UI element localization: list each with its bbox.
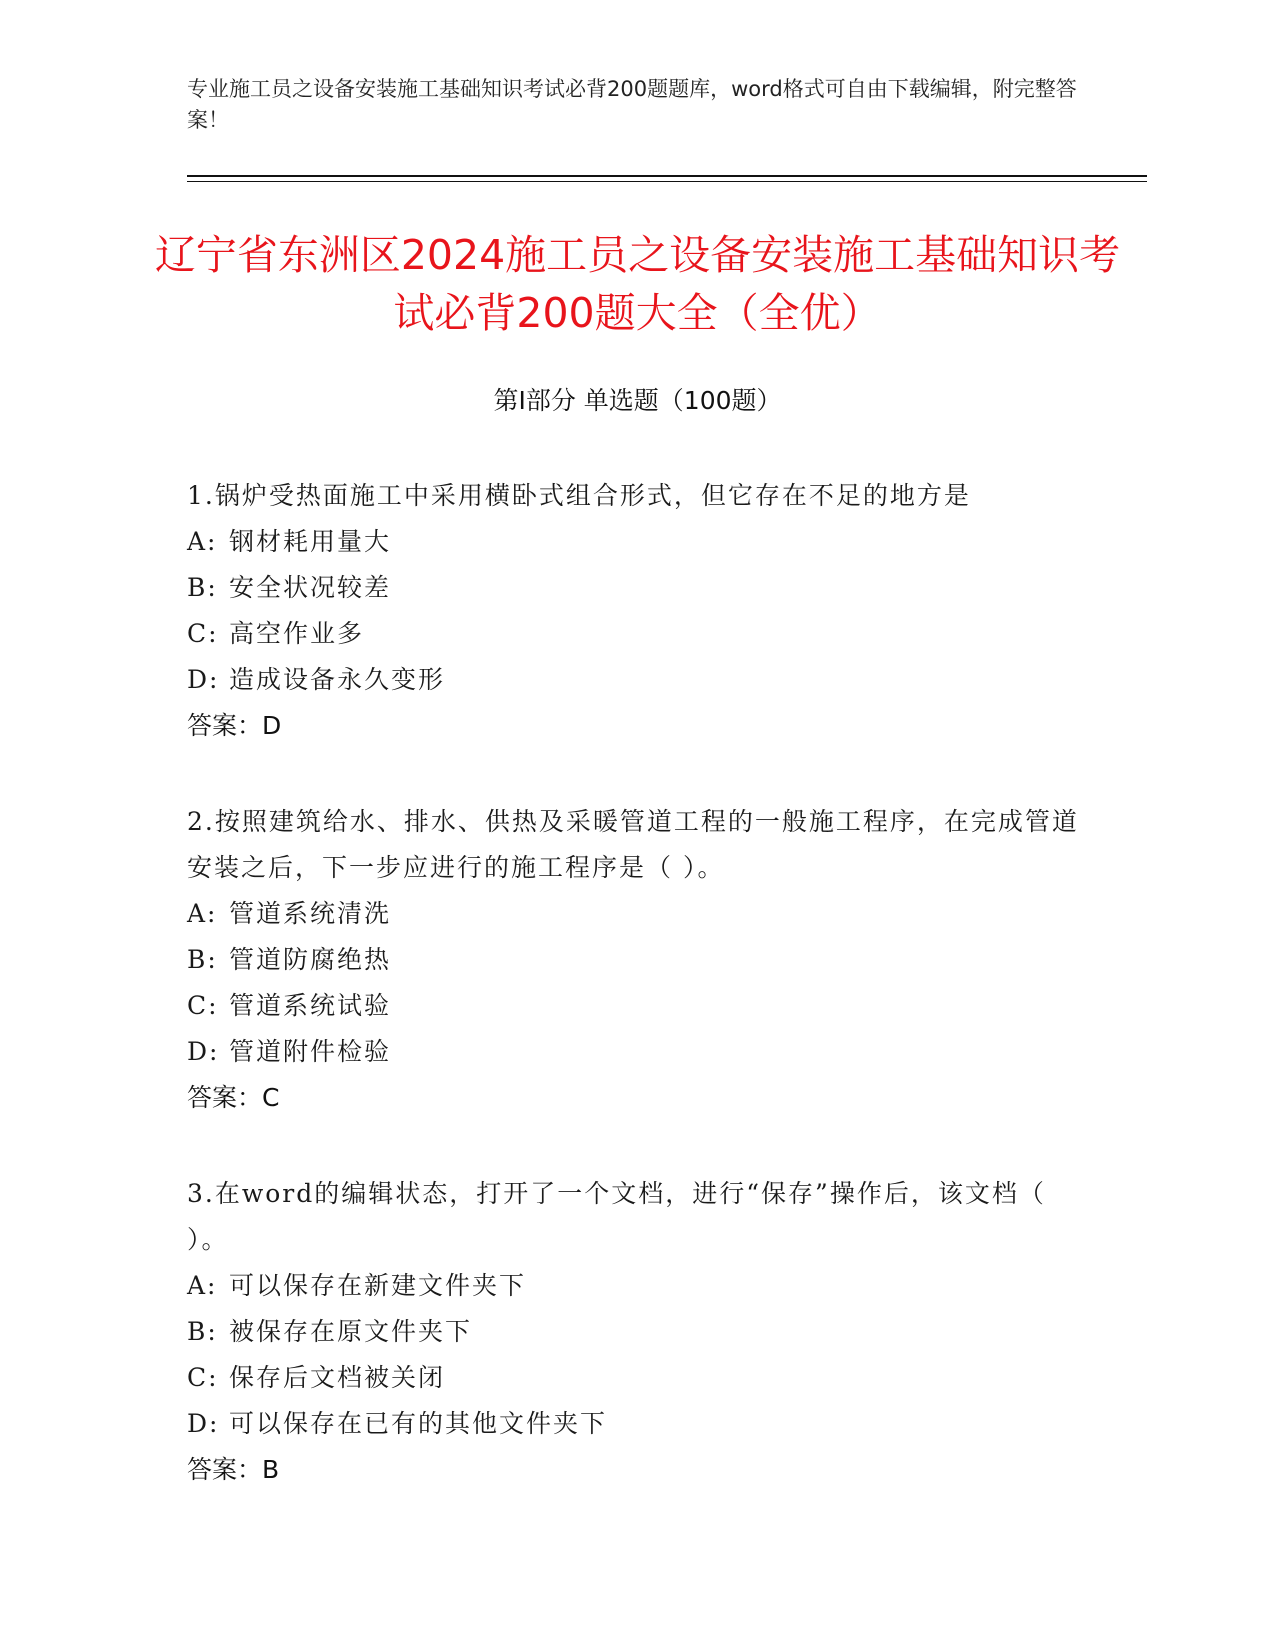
option-key: D: [187,665,220,694]
answer-line: 答案：C [187,1083,280,1112]
option-text: 钢材耗用量大 [229,527,392,556]
answer-line: 答案：B [187,1455,280,1484]
option-b [187,937,1087,983]
option-key: B: [187,1317,218,1346]
header-note: 专业施工员之设备安装施工基础知识考试必背200题题库，word格式可自由下载编辑，附完整答案！ [187,77,1077,132]
option-key: A: [187,527,218,556]
option-key: A: [187,1271,218,1300]
question-list [187,473,1087,1543]
option-key: D: [187,1409,220,1438]
question-text: 2.按照建筑给水、排水、供热及采暖管道工程的一般施工程序，在完成管道安装之后，下一步应进行的施工程序是（ ）。 [187,807,1079,882]
option-text: 管道防腐绝热 [229,945,392,974]
option-b [187,565,1087,611]
option-key: B: [187,945,218,974]
document-title: 辽宁省东洲区2024施工员之设备安装施工基础知识考试必背200题大全（全优） [154,231,1121,337]
header-rule-thick [187,175,1147,177]
option-b [187,1309,1087,1355]
answer-line: 答案：D [187,711,282,740]
option-key: B: [187,573,218,602]
option-text: 保存后文档被关闭 [229,1363,446,1392]
option-a [187,1263,1087,1309]
option-text: 高空作业多 [229,619,365,648]
option-key: A: [187,899,218,928]
section-heading: 第Ⅰ部分 单选题（100题） [493,386,782,415]
option-text: 管道系统试验 [229,991,392,1020]
option-text: 管道系统清洗 [229,899,392,928]
option-d [187,1029,1087,1075]
option-text: 可以保存在已有的其他文件夹下 [229,1409,608,1438]
option-key: C: [187,991,219,1020]
option-c [187,1355,1087,1401]
option-text: 安全状况较差 [229,573,392,602]
question-2 [187,799,1087,1121]
question-1 [187,473,1087,749]
question-3 [187,1171,1087,1493]
option-a [187,519,1087,565]
option-key: C: [187,1363,219,1392]
option-d [187,1401,1087,1447]
option-c [187,611,1087,657]
option-text: 管道附件检验 [229,1037,392,1066]
option-key: C: [187,619,219,648]
option-text: 可以保存在新建文件夹下 [229,1271,527,1300]
option-a [187,891,1087,937]
question-text: 3.在word的编辑状态，打开了一个文档，进行“保存”操作后，该文档（ ）。 [187,1179,1046,1254]
question-text: 1.锅炉受热面施工中采用横卧式组合形式，但它存在不足的地方是 [187,481,971,510]
option-text: 造成设备永久变形 [229,665,446,694]
header-rule-thin [187,181,1147,182]
option-text: 被保存在原文件夹下 [229,1317,473,1346]
option-key: D: [187,1037,220,1066]
option-c [187,983,1087,1029]
option-d [187,657,1087,703]
